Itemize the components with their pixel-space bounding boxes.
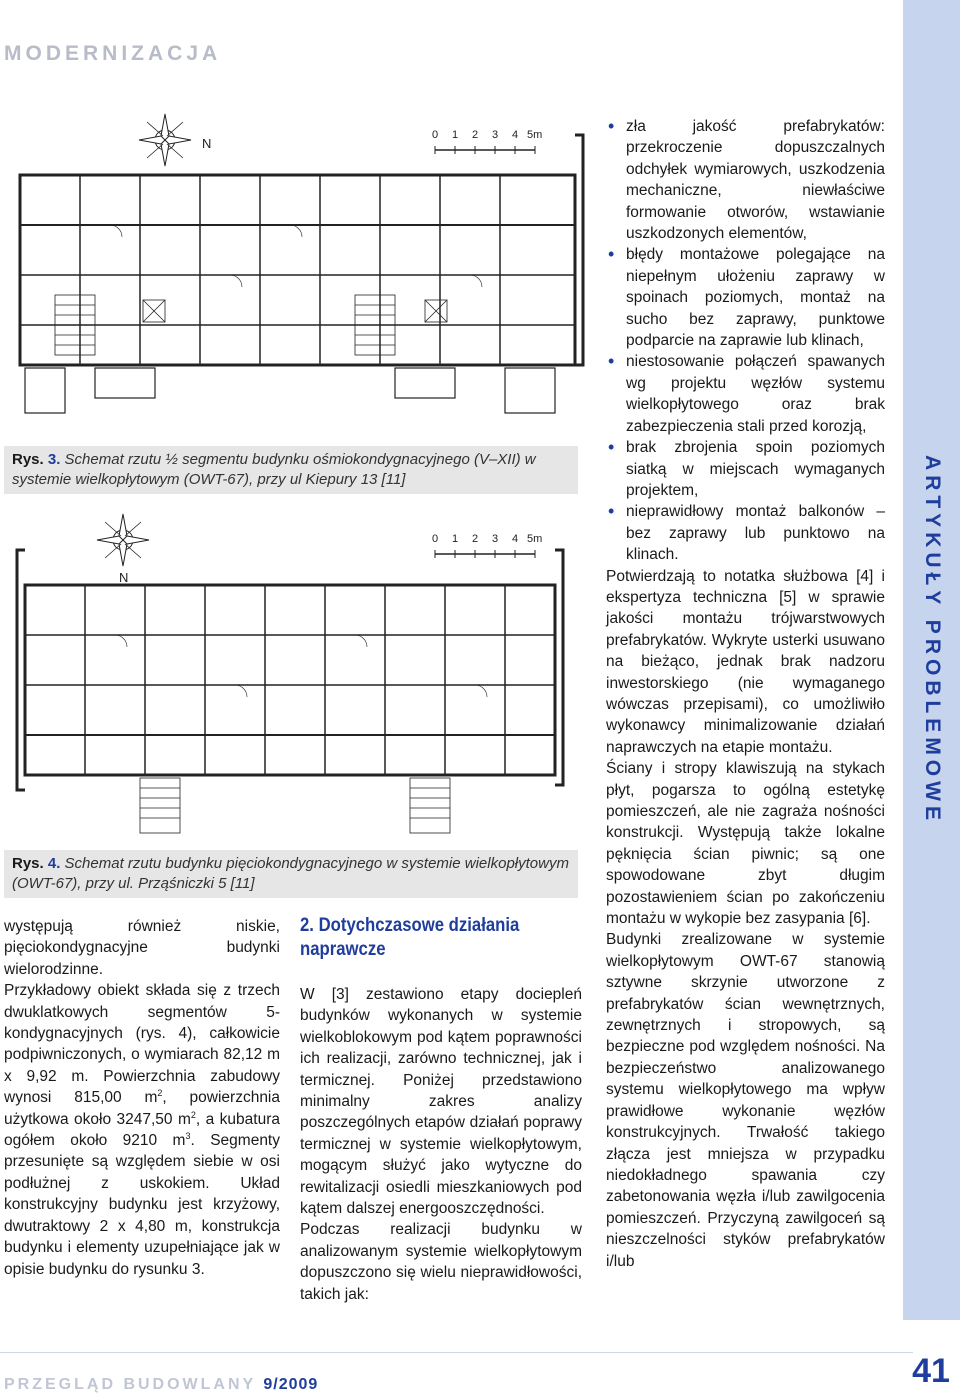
bullet-item: • niestosowanie połączeń spawanych wg projektu węzłów systemu wielkopłytowego oraz brak zabezpieczenia stali przed korozją,: [606, 351, 885, 437]
scale-bar: [435, 550, 535, 558]
figure3-caption: [4, 446, 578, 494]
text-run: Przykładowy obiekt składa się z trzech dwuklatkowych segmentów 5-kondygnacyjnych (rys. 4), całkowicie podpiwniczonych, o wymiarach 82,12 m x 9,92 m. Powierzchnia zabudowy wynosi 815,00 m: [4, 982, 280, 1107]
text-run: , a kubatura ogółem około 9210 m: [4, 1110, 281, 1150]
compass-label: N: [119, 570, 129, 585]
scale-label: 3: [492, 129, 499, 141]
compass-icon: [139, 114, 191, 166]
scale-label: 0: [432, 533, 439, 545]
superscript: 2: [190, 1109, 196, 1120]
figure3-floor-plan: [15, 100, 585, 430]
right-paragraph-1: Potwierdzają to notatka służbowa [4] i ekspertyza techniczna [5] w sprawie jakości montażu trójwarstwowych prefabrykatów. Wykryte usterki usuwano na bieżąco, jednak brak nadzoru inwestorskiego (nie wymaganego wówczas przepisami), co umożliwiło wykonawcy minimalizowanie działań naprawczych na etapie montażu.: [606, 567, 885, 756]
scale-label: 0: [432, 129, 439, 141]
left-paragraph-1: występują również niskie, pięciokondygnacyjne budynki wielorodzinne.: [4, 918, 280, 978]
caption-text: Schemat rzutu budynku pięciokondygnacyjnego w systemie wielkopłytowym (OWT-67), przy ul. Prząśniczki 5 [11]: [12, 855, 569, 892]
right-paragraph-2: Ściany i stropy klawiszują na stykach płyt, pogarsza to ogólną estetykę pomieszczeń, ale nie zagraża nośności konstrukcji. Występują także lokalne pęknięcia ścian piwnic; są one spowodowane zbyt długim pozostawieniem ścian po zakończeniu montażu w wykopie bez zasypania [6].: [606, 760, 885, 928]
right-paragraph-3: Budynki zrealizowane w systemie wielkopłytowym OWT-67 stanowią sztywne skrzynie utworzone z prefabrykatów ścian wewnętrznych, zewnętrznych i stropowych, są bezpieczne pod względem nośności. Na bezpieczeństwo analizowanego systemu wielkopłytowego ma wpływ prawidłowe wykonanie węzłów konstrukcyjnych. Trwałość takiego złącza jest mniejsza w przypadku niedokładnego spawania czy zabetonowania węzła i/lub zawilgocenia pomieszczeń. Przyczyną zawilgoceń są nieszczelności styków prefabrykatów i/lub: [606, 931, 885, 1270]
left-paragraph-2: [4, 980, 280, 1280]
figure4-caption: [4, 850, 578, 898]
scale-label: 1: [452, 533, 459, 545]
scale-labels: [432, 533, 542, 545]
caption-text: Schemat rzutu ½ segmentu budynku ośmiokondygnacyjnego (V–XII) w systemie wielkopłytowym (OWT-67), przy ul Kiepury 13 [11]: [12, 451, 536, 488]
text-run: , powierzchnia użytkowa około 3247,50 m: [4, 1089, 280, 1128]
scale-label: 5m: [527, 129, 543, 141]
scale-label: 1: [452, 129, 459, 141]
middle-column: [300, 984, 582, 1305]
middle-paragraph-2: Podczas realizacji budynku w analizowanym systemie wielkopłytowym dopuszczono się wielu nieprawidłowości, takich jak:: [300, 1221, 582, 1303]
superscript: 2: [157, 1088, 163, 1099]
right-column: [606, 116, 885, 1272]
footer-divider: [0, 1352, 913, 1353]
scale-label: 3: [492, 533, 499, 545]
scale-label: 5m: [527, 533, 543, 545]
superscript: 3: [185, 1130, 191, 1141]
compass-label: N: [202, 136, 212, 151]
caption-number: 3.: [47, 451, 61, 468]
section-title: 2. Dotychczasowe działania naprawcze: [300, 915, 520, 960]
left-column: [4, 916, 280, 1280]
compass-icon: [97, 514, 149, 566]
side-label-text: ARTYKUŁY PROBLEMOWE: [921, 455, 944, 825]
scale-label: 4: [512, 129, 519, 141]
text-run: . Segmenty przesunięte są względem siebie w osi podłużnej z uskokiem. Układ konstrukcyjny budynku jest krzyżowy, dwutraktowy 2 x 4,80 m, konstrukcja budynku i elementy uzupełniające jak w opisie budynku do rysunku 3.: [4, 1132, 280, 1278]
footer-journal: [4, 1376, 318, 1394]
caption-label: Rys.: [12, 451, 48, 468]
section-header: MODERNIZACJA: [4, 42, 222, 65]
middle-paragraph-1: W [3] zestawiono etapy dociepleń budynków wykonanych w systemie wielkoblokowym pod kątem poprawności ich realizacji, zarówno technicznej, jak i termicznej. Poniżej przedstawiono minimalny zakres analizy poszczególnych etapów działań poprawy termicznej w systemie wielkopłytowym, mogącym służyć jako wytyczne do rewitalizacji osiedli mieszkaniowych pod kątem dalszej energooszczędności.: [300, 986, 582, 1218]
journal-name: PRZEGLĄD BUDOWLANY: [4, 1376, 264, 1393]
scale-label: 2: [472, 533, 479, 545]
bullet-item: • nieprawidłowy montaż balkonów – bez zaprawy lub punktowo na klinach.: [606, 501, 885, 565]
caption-label: Rys.: [12, 855, 48, 872]
journal-issue: 9/2009: [263, 1376, 319, 1393]
scale-label: 2: [472, 129, 479, 141]
scale-labels: [432, 129, 542, 141]
bullet-item: • brak zbrojenia spoin poziomych siatką w miejscach wymaganych projektem,: [606, 437, 885, 501]
side-label: [906, 400, 958, 880]
scale-label: 4: [512, 533, 519, 545]
bullet-item: • błędy montażowe polegające na niepełnym ułożeniu zaprawy w spoinach poziomych, montaż na sucho bez zaprawy, punktowe podparcie na zaprawie lub klinach,: [606, 244, 885, 351]
scale-bar: [435, 146, 535, 154]
page-number: 41: [912, 1352, 950, 1390]
caption-number: 4.: [47, 855, 61, 872]
figure4-floor-plan: [15, 500, 585, 840]
bullet-item: • zła jakość prefabrykatów: przekroczenie dopuszczalnych odchyłek wymiarowych, uszkodzenia mechaniczne, niewłaściwe formowanie otworów, wstawianie uszkodzonych elementów,: [606, 116, 885, 244]
